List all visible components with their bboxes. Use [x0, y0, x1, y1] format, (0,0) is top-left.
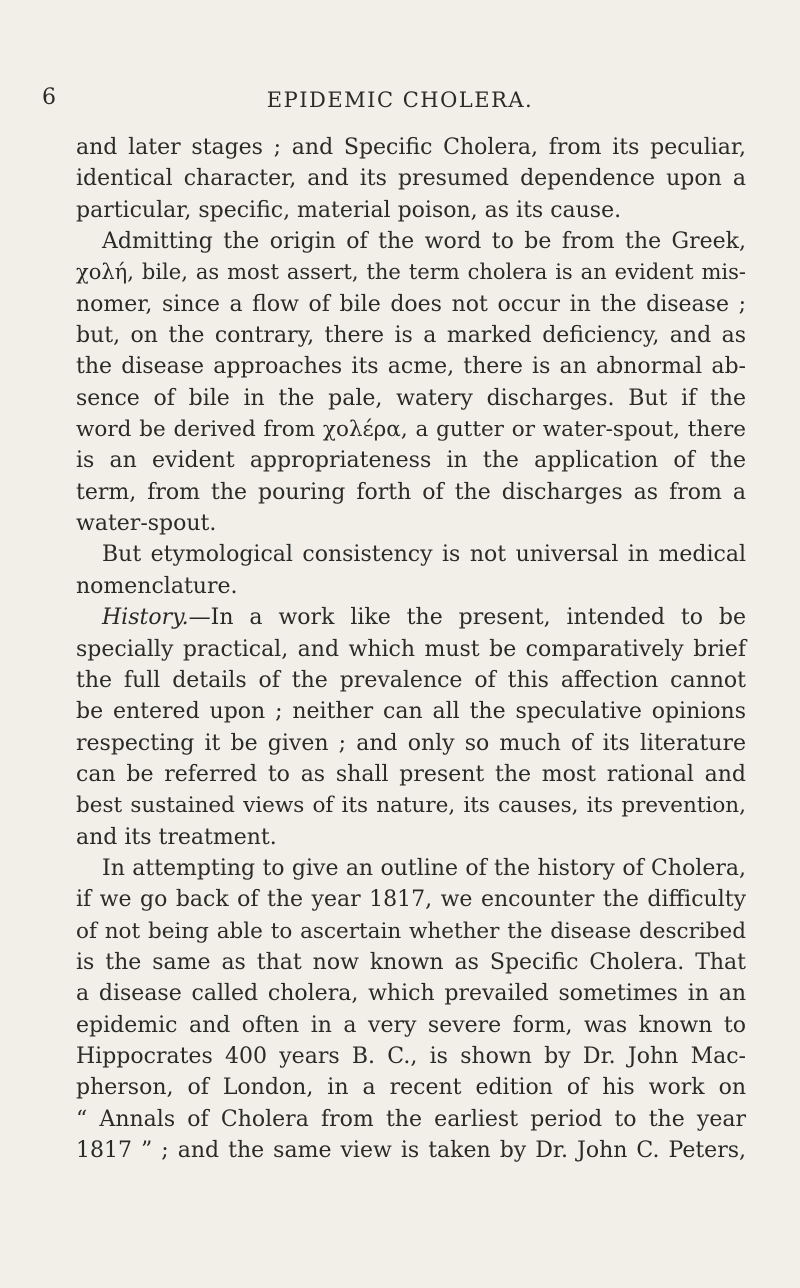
history-heading: History.: [102, 605, 189, 631]
text-line: nomenclature.: [76, 573, 238, 599]
text-line: and later stages ; and Specific Cholera, from its peculiar,: [76, 135, 746, 160]
text-line: “ Annals of Cholera from the earliest period to the year: [76, 1106, 746, 1132]
text-line: can be referred to as shall present the most rational and: [76, 761, 746, 787]
text-line: word be derived from χολέρα, a gutter or water-spout, there: [76, 417, 746, 443]
text-line: But etymological consistency is not universal in medical: [102, 542, 746, 568]
text-line: the full details of the prevalence of this affection cannot: [76, 667, 746, 693]
text-line: χολή, bile, as most assert, the term cholera is an evident mis-: [76, 260, 746, 285]
text-line: pherson, of London, in a recent edition of his work on: [76, 1075, 746, 1101]
text-line: 1817 ” ; and the same view is taken by Dr. John C. Peters,: [76, 1138, 746, 1163]
text-line: Hippocrates 400 years B. C., is shown by Dr. John Mac-: [76, 1043, 746, 1069]
text-line: is an evident appropriateness in the application of the: [76, 448, 746, 474]
text-line: In attempting to give an outline of the history of Cholera,: [102, 855, 746, 881]
text-line: of not being able to ascertain whether the disease described: [76, 918, 746, 944]
text-line: and its treatment.: [76, 824, 277, 850]
text-line: be entered upon ; neither can all the speculative opinions: [76, 699, 746, 725]
page-number: 6: [42, 85, 56, 110]
text-line: a disease called cholera, which prevailed sometimes in an: [76, 981, 746, 1007]
text-line: nomer, since a flow of bile does not occur in the disease ;: [76, 291, 746, 317]
text-line: particular, specific, material poison, as its cause.: [76, 197, 622, 223]
text-line: the disease approaches its acme, there is an abnormal ab-: [76, 354, 746, 380]
history-text: —In a work like the present, intended to be: [188, 605, 746, 631]
body-text: [76, 132, 746, 1166]
text-line: identical character, and its presumed dependence upon a: [76, 166, 746, 192]
text-line: term, from the pouring forth of the discharges as from a: [76, 479, 746, 505]
text-line: respecting it be given ; and only so much of its literature: [76, 730, 746, 756]
text-line: is the same as that now known as Specific Cholera. That: [76, 949, 746, 975]
text-line: specially practical, and which must be comparatively brief: [76, 636, 746, 662]
text-line: Admitting the origin of the word to be from the Greek,: [102, 229, 746, 255]
running-head: EPIDEMIC CHOLERA.: [266, 88, 534, 112]
text-line: [76, 602, 746, 633]
text-line: but, on the contrary, there is a marked deficiency, and as: [76, 323, 746, 349]
text-line: sence of bile in the pale, watery discharges. But if the: [76, 385, 746, 411]
text-line: best sustained views of its nature, its causes, its prevention,: [76, 793, 746, 819]
text-line: water-spout.: [76, 511, 217, 537]
text-line: epidemic and often in a very severe form, was known to: [76, 1012, 746, 1038]
text-line: if we go back of the year 1817, we encounter the difficulty: [76, 887, 746, 913]
